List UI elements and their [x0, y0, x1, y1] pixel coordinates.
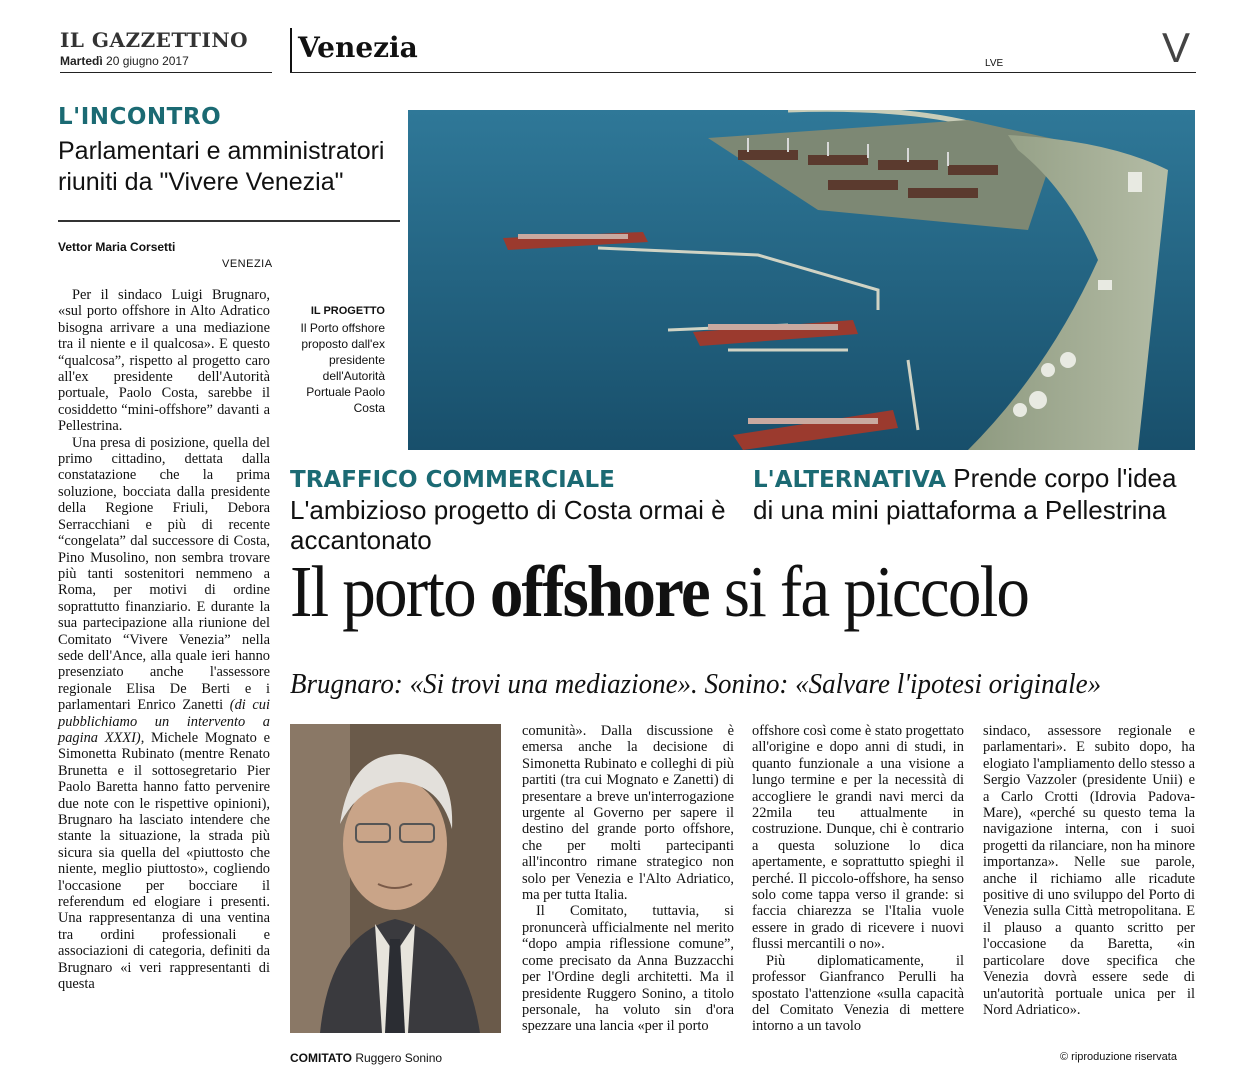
- section-name: Venezia: [298, 31, 418, 64]
- article-column-1: [58, 287, 270, 992]
- portrait-illustration: [290, 724, 501, 1033]
- subhead-label: TRAFFICO COMMERCIALE: [290, 467, 615, 493]
- byline: Vettor Maria Corsetti: [58, 240, 176, 254]
- subhead-label: L'ALTERNATIVA: [753, 467, 947, 493]
- article-column-2: [522, 723, 734, 1035]
- headline-pre: Il porto: [290, 551, 490, 632]
- paragraph: Per il sindaco Luigi Brugnaro, «sul porto offshore in Alto Adratico bisogna arrivare a una mediazione tra il niente e il qualcosa». E questo “qualcosa”, rispetto al progetto caro all'ex presidente dell'Autorità portuale, Paolo Costa, sarebbe il cosiddetto “mini-offshore” davanti a Pellestrina.: [58, 287, 270, 435]
- date: 20 giugno 2017: [106, 54, 189, 68]
- portrait-caption: [290, 1051, 442, 1065]
- paragraph-italic: (di cui pubblichiamo un intervento a pagina XXXI): [58, 697, 270, 746]
- paragraph: offshore così come è stato progettato all'origine e dopo anni di studi, in quanto funzionale a una visione a lungo termine e per la necessità di accogliere le grandi navi merci da 22mila teu attualmente in costruzione. Dunque, chi è contrario a questa soluzione lo dica apertamente, e soprattutto spieghi il perché. Il piccolo-offshore, ha senso solo come tappa verso il grande: si faccia chiarezza se l'Italia vuole essere in grado di ricevere i nuovi flussi mercantili o no».: [752, 723, 964, 953]
- edition-code: LVE: [985, 58, 1004, 69]
- deck: Brugnaro: «Si trovi una mediazione». Sonino: «Salvare l'ipotesi originale»: [290, 668, 1102, 700]
- paper-date: [60, 54, 272, 68]
- paragraph: Più diplomaticamente, il professor Gianfranco Perulli ha spostato l'attenzione «sulla capacità del Comitato Venezia di mettere intorno a un tavolo: [752, 952, 964, 1035]
- section-divider: [290, 28, 292, 72]
- kicker-text: Parlamentari e amministratori riuniti da "Vivere Venezia": [58, 137, 385, 196]
- paragraph: sindaco, assessore regionale e parlamentari». E subito dopo, ha elogiato l'ampliamento dello stesso a Sergio Vazzoler (presidente Unii) e a Carlo Crotti (Idrovia Padova-Mare), «perché su questo tema la navigazione interna, con i suoi progetti da rilanciare, non ha minore importanza». Nelle sue parole, anche il richiamo alle ricadute positive di uno sviluppo del Porto di Venezia sulla Città metropolitana. E il plauso a quanto scritto per l'occasione da Baretta, «in particolare dove specifica che Venezia dovrà essere sede di un'autorità portuale unica per il Nord Adriatico».: [983, 723, 1196, 1018]
- subhead-traffico: [290, 463, 735, 555]
- portrait-caption-label: COMITATO: [290, 1051, 352, 1065]
- portrait-caption-name: Ruggero Sonino: [355, 1051, 443, 1065]
- headline-post: si fa piccolo: [708, 551, 1029, 632]
- offshore-port-photo: [408, 110, 1195, 450]
- subhead-alternativa: [753, 463, 1198, 525]
- headline: [290, 548, 1127, 636]
- paper-name: IL GAZZETTINO: [60, 28, 249, 52]
- dateline: VENEZIA: [222, 258, 273, 270]
- masthead: [60, 28, 272, 73]
- subhead-text: L'ambizioso progetto di Costa ormai è accantonato: [290, 495, 726, 555]
- offshore-port-illustration: [408, 110, 1195, 450]
- headline-bold: offshore: [489, 551, 709, 632]
- paragraph: [58, 435, 270, 993]
- kicker-label: L'INCONTRO: [58, 104, 222, 130]
- article-column-3: [752, 723, 964, 1035]
- section-bar: [290, 28, 1196, 73]
- paragraph-part: , Michele Mognato e Simonetta Rubinato (mentre Renato Brunetta e il sottosegretario Pier Paolo Baretta hanno fatto pervenire due note con le rispettive opinioni), Brugnaro ha lasciato intendere che stante la situazione, la strada più sicura sia quella del «piuttosto che niente, meglio piuttosto», cogliendo l'occasione per bocciare il referendum ed elogiare i presenti. Una rappresentanza di una ventina tra ordini professionali e associazioni di categoria, definiti da Brugnaro «i veri rappresentanti di questa: [58, 729, 271, 993]
- photo-caption-label: IL PROGETTO: [310, 305, 385, 317]
- paragraph: comunità». Dalla discussione è emersa anche la decisione di Simonetta Rubinato e colleghi di più partiti (tra cui Mognato e Zanetti) di presentare a breve un'interrogazione urgente al Governo per sapere il destino del grande porto offshore, che per molti partecipanti all'incontro rimane strategico non solo per Venezia e l'Alto Adriatico, ma per tutta Italia.: [522, 723, 734, 904]
- subhead-text: Prende corpo l'idea di una mini piattaforma a Pellestrina: [753, 463, 1177, 525]
- copyright: © riproduzione riservata: [1060, 1051, 1177, 1063]
- paragraph-part: Una presa di posizione, quella del primo cittadino, dettata dalla constatazione che la prima soluzione, bocciata dalla presidente della Regione Friuli, Debora Serracchiani e più di recente “congelata” dal successore di Costa, Pino Musolino, non sembra trovare più tanti sostenitori nemmeno a Roma, per motivi di ordine soprattutto finanziario. E durante la sua partecipazione alla riunione del Comitato “Vivere Venezia” nella sede dell'Ance, alla quale ieri hanno presenziato anche l'assessore regionale Elisa De Berti e i parlamentari Enrico Zanetti: [58, 434, 270, 714]
- photo-caption-text: Il Porto offshore proposto dall'ex presidente dell'Autorità Portuale Paolo Costa: [300, 321, 385, 415]
- section-letter: V: [1162, 24, 1191, 71]
- kicker-rule: [58, 220, 400, 222]
- article-column-4: [983, 723, 1195, 1018]
- paragraph: Il Comitato, tuttavia, si pronuncerà ufficialmente nel merito “dopo ampia riflessione comune”, come precisato da Anna Buzzacchi per l'Ordine degli architetti. Ma il presidente Ruggero Sonino, a titolo personale, ha voluto sin d'ora spezzare una lancia «per il porto: [522, 903, 734, 1035]
- weekday: Martedì: [60, 54, 103, 68]
- portrait-photo: [290, 724, 501, 1033]
